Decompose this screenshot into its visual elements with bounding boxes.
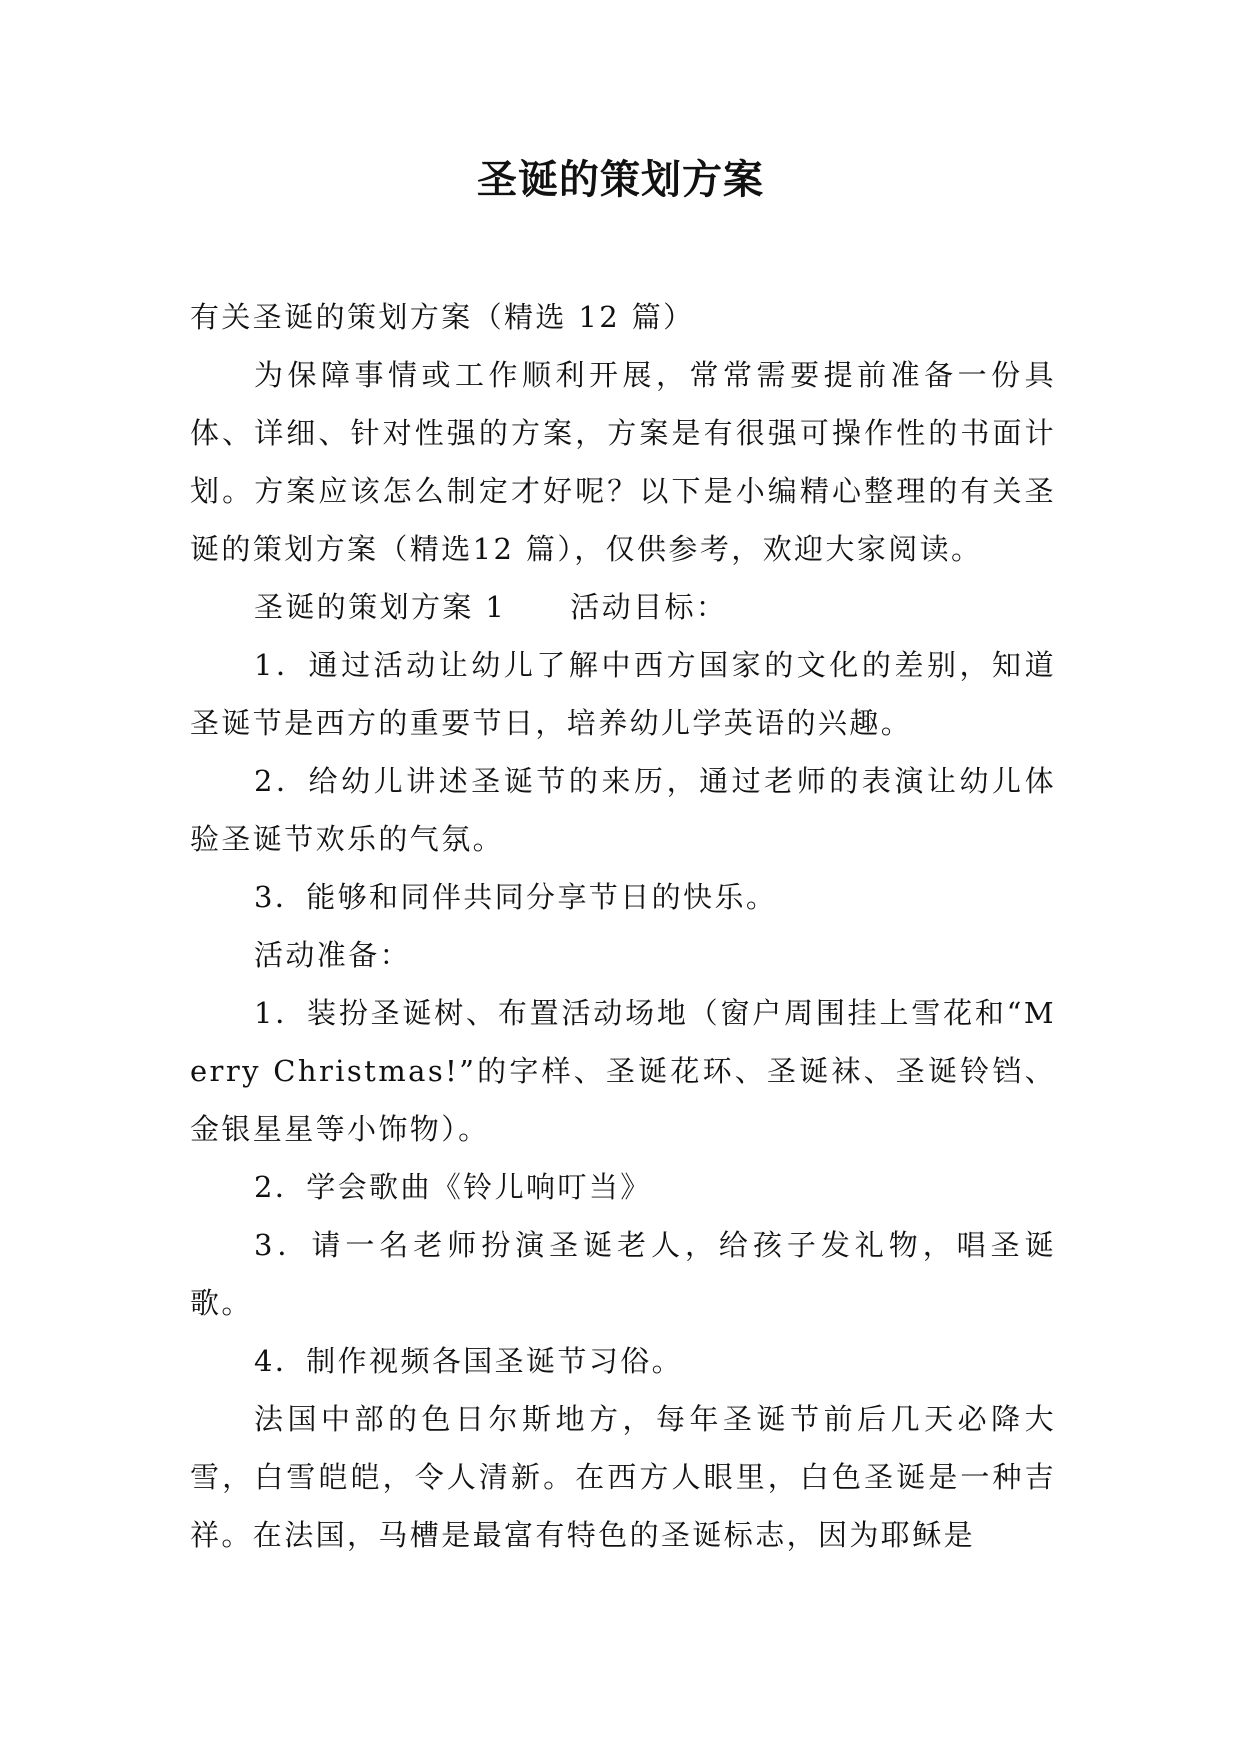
document-title: 圣诞的策划方案 [477,157,764,203]
section-1-heading-line [190,578,1056,636]
document-body [190,288,1056,1564]
goal-item: 3．能够和同伴共同分享节日的快乐。 [254,880,778,914]
prep-item: 1．装扮圣诞树、布置活动场地（窗户周围挂上雪花和“Merry Christmas!”的字样、圣诞花环、圣诞袜、圣诞铃铛、金银星星等小饰物）。 [190,996,1056,1146]
prep-item: 4．制作视频各国圣诞节习俗。 [254,1344,684,1378]
goal-item: 2．给幼儿讲述圣诞节的来历，通过老师的表演让幼儿体验圣诞节欢乐的气氛。 [190,764,1056,856]
section-1-heading: 圣诞的策划方案 1 [254,590,507,624]
goal-item: 1．通过活动让幼儿了解中西方国家的文化的差别，知道圣诞节是西方的重要节日，培养幼儿学英语的兴趣。 [190,648,1056,740]
intro-paragraph: 为保障事情或工作顺利开展，常常需要提前准备一份具体、详细、针对性强的方案，方案是有很强可操作性的书面计划。方案应该怎么制定才好呢？以下是小编精心整理的有关圣诞的策划方案（精选12 篇），仅供参考，欢迎大家阅读。 [190,358,1056,566]
activity-prep-label: 活动准备： [254,938,412,972]
closing-paragraph: 法国中部的色日尔斯地方，每年圣诞节前后几天必降大雪，白雪皑皑，令人清新。在西方人眼里，白色圣诞是一种吉祥。在法国，马槽是最富有特色的圣诞标志，因为耶稣是 [190,1402,1056,1552]
prep-item: 2．学会歌曲《铃儿响叮当》 [254,1170,652,1204]
prep-item: 3．请一名老师扮演圣诞老人，给孩子发礼物，唱圣诞歌。 [190,1228,1056,1320]
document-subtitle: 有关圣诞的策划方案（精选 12 篇） [190,300,695,334]
activity-goal-label: 活动目标： [570,590,728,624]
